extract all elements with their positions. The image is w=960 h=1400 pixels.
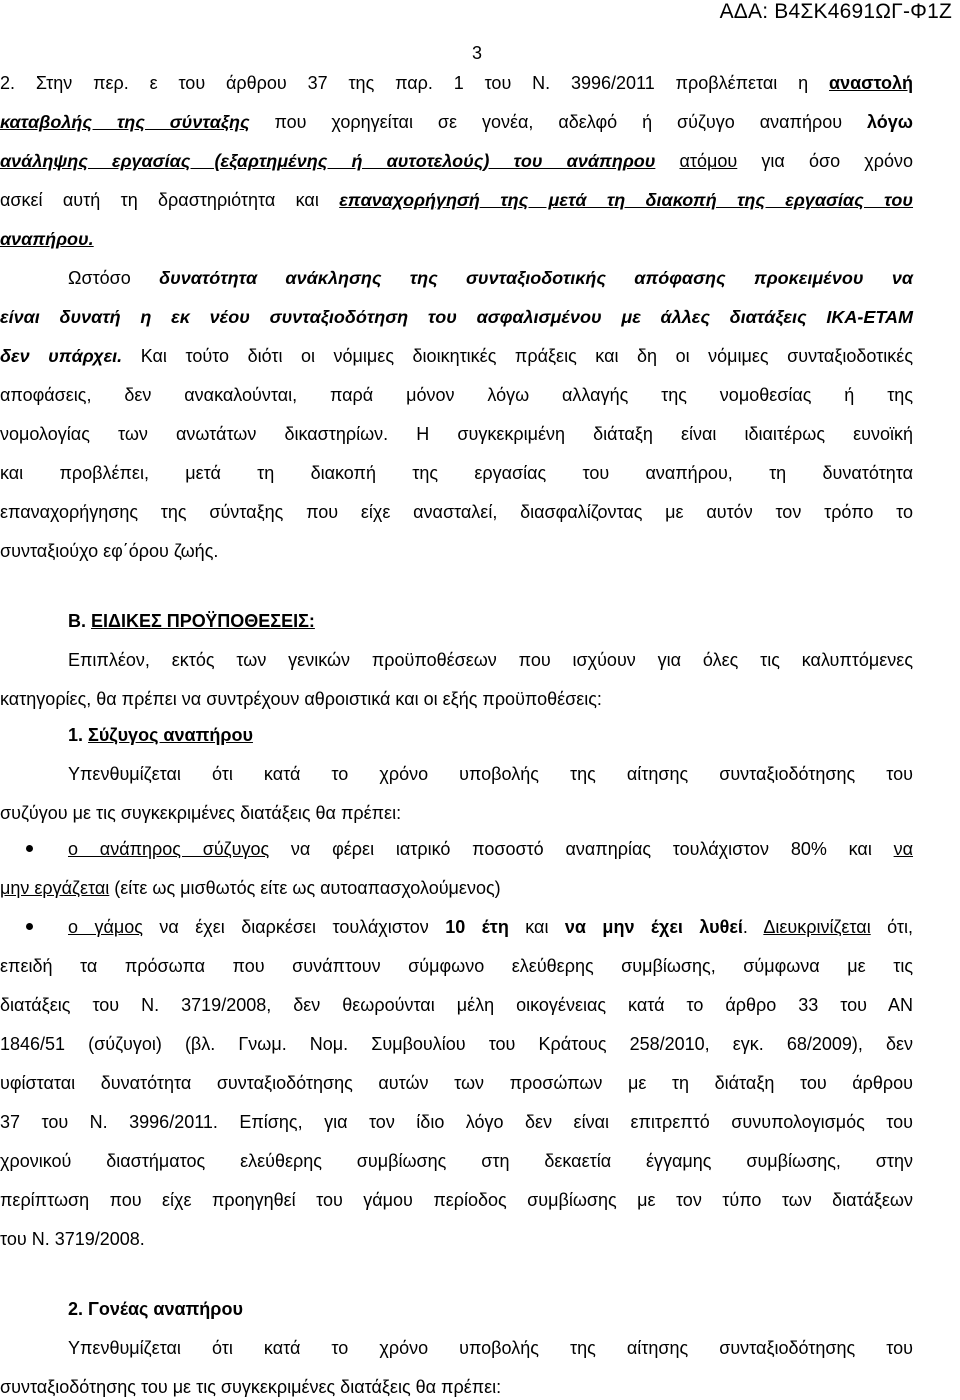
item1-bullet1-line2 (0, 875, 913, 901)
text: επαναχορήγησή της μετά τη διακοπή της εργασίας του (339, 190, 914, 210)
para1-line6 (68, 265, 913, 291)
text: λόγω (866, 112, 913, 132)
text: δυνατότητα ανάκλησης της συνταξιοδοτικής απόφασης προκειμένου να (159, 268, 913, 288)
item1-line9: περίπτωση που είχε προηγηθεί του γάμου περίοδος συμβίωσης με τον τύπο των διατάξεων (0, 1190, 913, 1210)
para1-line5 (0, 226, 913, 252)
text: Διευκρινίζεται (763, 917, 871, 937)
text: να (893, 839, 914, 859)
item1-line7: 37 του Ν. 3996/2011. Επίσης, για τον ίδιο λόγο δεν είναι επιτρεπτό συνυπολογισμός του (0, 1112, 913, 1132)
text: 2. Στην περ. ε του άρθρου 37 της παρ. 1 του Ν. 3996/2011 προβλέπεται η (0, 73, 829, 93)
para1-line1 (0, 70, 913, 96)
bullet-icon (26, 923, 33, 930)
text: να φέρει ιατρικό ποσοστό αναπηρίας τουλάχιστον 80% και (269, 839, 894, 859)
item1-bullet2-line1 (68, 914, 913, 940)
para1-line11: και προβλέπει, μετά τη διακοπή της εργασίας του αναπήρου, τη δυνατότητα (0, 463, 913, 483)
item1-bullet1-line1 (68, 836, 913, 862)
item1-line6: υφίσταται δυνατότητα συνταξιοδότησης αυτών των προσώπων με τη διάταξη του άρθρου (0, 1073, 913, 1093)
item1-heading (68, 722, 960, 748)
text: για όσο χρόνο (737, 151, 913, 171)
para1-line3 (0, 148, 913, 174)
text: Και τούτο διότι οι νόμιμες διοικητικές πράξεις και δη οι νόμιμες συνταξιοδοτικές (122, 346, 913, 366)
text: να μην έχει λυθεί (564, 917, 743, 937)
text: ο ανάπηρος σύζυγος (68, 839, 270, 859)
item1-intro1: Υπενθυμίζεται ότι κατά το χρόνο υποβολής της αίτησης συνταξιοδότησης του (68, 764, 913, 784)
text: δεν υπάρχει. (0, 346, 123, 366)
text: ανάληψης εργασίας (εξαρτημένης ή αυτοτελούς) του ανάπηρου (0, 151, 656, 171)
item1-line5: 1846/51 (σύζυγοι) (βλ. Γνωμ. Νομ. Συμβουλίου του Κράτους 258/2010, εγκ. 68/2009), δεν (0, 1034, 913, 1054)
para1-line12: επαναχορήγησης της σύνταξης που είχε ανασταλεί, διασφαλίζοντας με αυτόν τον τρόπο το (0, 502, 913, 522)
item2-intro2: συνταξιοδότησης του με τις συγκεκριμένες διατάξεις θα πρέπει: (0, 1377, 502, 1397)
item1-line8: χρονικού διαστήματος ελεύθερης συμβίωσης στη δεκαετία έγγαμης συμβίωσης, στην (0, 1151, 913, 1171)
item2-intro1: Υπενθυμίζεται ότι κατά το χρόνο υποβολής της αίτησης συνταξιοδότησης του (68, 1338, 913, 1358)
para1-line7 (0, 304, 913, 330)
text: ότι, (870, 917, 914, 937)
text: Σύζυγος αναπήρου (88, 725, 253, 745)
text: 10 έτη (445, 917, 509, 937)
item2-heading (68, 1296, 960, 1322)
section-b-line2: κατηγορίες, θα πρέπει να συντρέχουν αθροιστικά και οι εξής προϋποθέσεις: (0, 689, 602, 709)
page-number: 3 (472, 43, 483, 63)
text: . (742, 917, 764, 937)
text: και (508, 917, 565, 937)
para1-line9: αποφάσεις, δεν ανακαλούνται, παρά μόνον λόγω αλλαγής της νομοθεσίας ή της (0, 385, 913, 405)
section-b-line1: Επιπλέον, εκτός των γενικών προϋποθέσεων που ισχύουν για όλες τις καλυπτόμενες (68, 650, 913, 670)
text: ο γάμος (68, 917, 143, 937)
text: ΕΙΔΙΚΕΣ ΠΡΟΫΠΟΘΕΣΕΙΣ: (91, 611, 315, 631)
text: Γονέας αναπήρου (88, 1299, 243, 1319)
item1-intro2: συζύγου με τις συγκεκριμένες διατάξεις θα πρέπει: (0, 803, 402, 823)
text: που χορηγείται σε γονέα, αδελφό ή σύζυγο αναπήρου (249, 112, 867, 132)
para1-line8 (0, 343, 913, 369)
item1-line3: επειδή τα πρόσωπα που συνάπτουν σύμφωνο ελεύθερης συμβίωσης, σύμφωνα με τις (0, 956, 913, 976)
text: 2. (68, 1299, 89, 1319)
text: να έχει διαρκέσει τουλάχιστον (142, 917, 446, 937)
text: αναπήρου. (0, 229, 94, 249)
text: (είτε ως μισθωτός είτε ως αυτοαπασχολούμενος) (109, 878, 501, 898)
item1-line10: του Ν. 3719/2008. (0, 1229, 145, 1249)
para1-line13: συνταξιούχο εφ΄όρου ζωής. (0, 541, 219, 561)
para1-line4 (0, 187, 913, 213)
text: ατόμου (679, 151, 738, 171)
ada-code: ΑΔΑ: Β4ΣΚ4691ΩΓ-Φ1Ζ (719, 0, 952, 23)
text: καταβολής της σύνταξης (0, 112, 250, 132)
text: μην εργάζεται (0, 878, 110, 898)
text: Ωστόσο (68, 268, 160, 288)
item1-line4: διατάξεις του Ν. 3719/2008, δεν θεωρούνται μέλη οικογένειας κατά το άρθρο 33 του ΑΝ (0, 995, 913, 1015)
text: αναστολή (829, 73, 913, 93)
text: Β. (68, 611, 92, 631)
para1-line2 (0, 109, 913, 135)
para1-line10: νομολογίας των ανωτάτων δικαστηρίων. Η συγκεκριμένη διάταξη είναι ιδιαιτέρως ευνοϊκή (0, 424, 913, 444)
text: είναι δυνατή η εκ νέου συνταξιοδότηση του ασφαλισμένου με άλλες διατάξεις ΙΚΑ-ΕΤΑΜ (0, 307, 913, 327)
text: ασκεί αυτή τη δραστηριότητα και (0, 190, 340, 210)
text (655, 151, 679, 171)
text: 1. (68, 725, 89, 745)
bullet-icon (26, 845, 33, 852)
section-b-heading (68, 608, 960, 634)
